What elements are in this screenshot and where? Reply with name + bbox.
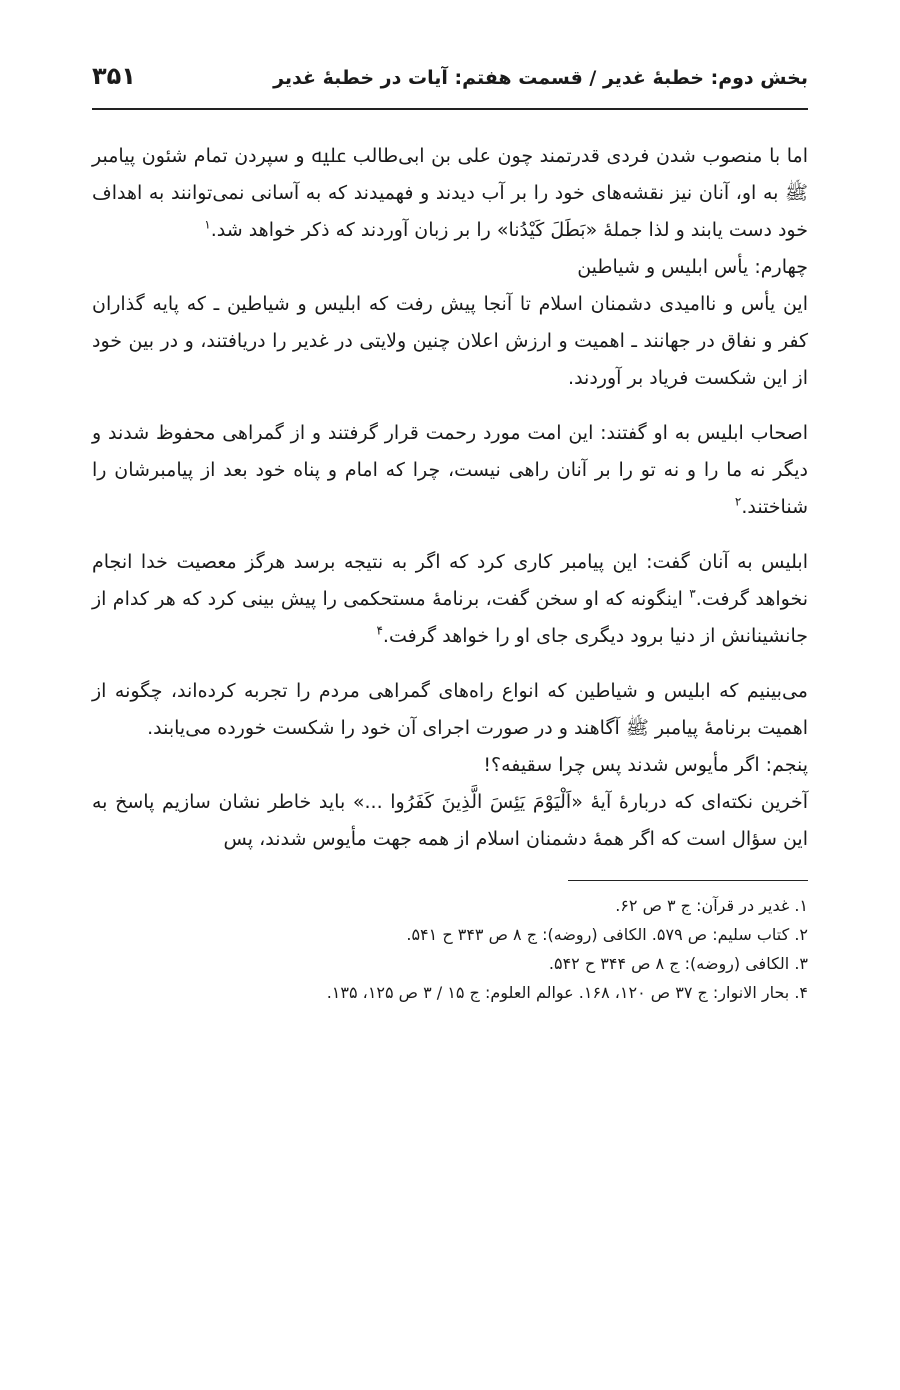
- footnote-4: ۴. بحار الانوار: ج ۳۷ ص ۱۲۰، ۱۶۸. عوالم العلوم: ج ۱۵ / ۳ ص ۱۲۵، ۱۳۵.: [326, 983, 808, 1002]
- running-title: بخش دوم: خطبهٔ غدیر / قسمت هفتم: آیات در خطبهٔ غدیر: [273, 67, 808, 89]
- footnote-ref-1: ۱: [204, 217, 211, 232]
- paragraph-5: می‌بینیم که ابلیس و شیاطین که انواع راه‌های گمراهی مردم را تجربه کرده‌اند، چگونه از اهمیت برنامهٔ پیامبر ﷺ آگاهند و در صورت اجرای آن خود را شکست خورده می‌یابند.: [92, 680, 808, 739]
- page-body: [92, 138, 808, 858]
- section-heading-4: چهارم: یأس ابلیس و شیاطین: [577, 256, 808, 278]
- paragraph-3: اصحاب ابلیس به او گفتند: این امت مورد رحمت قرار گرفتند و از گمراهی محفوظ شدند و دیگر نه ما را و نه تو را بر آنان راهی نیست، چرا که امام و پناه خود بعد از پیامبرشان را شناختند.$^۲$: [92, 422, 808, 518]
- footnote-ref-2: ۲: [734, 494, 742, 509]
- footnote-divider: [568, 880, 808, 881]
- paragraph-4: ابلیس به آنان گفت: این پیامبر کاری کرد که اگر به نتیجه برسد هرگز معصیت خدا انجام نخواهد گرفت.$^۳$ اینگونه که او سخن گفت، برنامهٔ مستحکمی را پیش بینی کرد که هر کدام از جانشینانش از دنیا برود دیگری جای او را خواهد گرفت.$^۴$: [92, 551, 808, 647]
- footnotes: [92, 891, 808, 1007]
- book-page: [92, 62, 808, 1007]
- paragraph-2: این یأس و ناامیدی دشمنان اسلام تا آنجا پیش رفت که ابلیس و شیاطین ـ که پایه گذاران کفر و نفاق در جهانند ـ اهمیت و ارزش اعلان چنین ولایتی در غدیر را دریافتند، و در بین خود از این شکست فریاد بر آوردند.: [92, 293, 808, 389]
- footnote-ref-4: ۴: [376, 623, 383, 638]
- section-heading-5: پنجم: اگر مأیوس شدند پس چرا سقیفه؟!: [483, 754, 808, 776]
- footnote-1: ۱. غدیر در قرآن: ج ۳ ص ۶۲.: [615, 896, 808, 915]
- paragraph-1: اما با منصوب شدن فردی قدرتمند چون علی بن ابی‌طالب ﷷ و سپردن تمام شئون پیامبر ﷺ به او، آنان نیز نقشه‌های خود را بر آب دیدند و فهمیدند که به آسانی نمی‌توانند به اهداف خود دست یابند و لذا جملهٔ «بَطَلَ کَیْدُنا» را بر زبان آوردند که ذکر خواهد شد.$^۱$: [92, 145, 808, 241]
- page-number: ۳۵۱: [92, 62, 136, 90]
- footnote-2: ۲. کتاب سلیم: ص ۵۷۹. الکافی (روضه): ج ۸ ص ۳۴۳ ح ۵۴۱.: [406, 925, 808, 944]
- footnote-3: ۳. الکافی (روضه): ج ۸ ص ۳۴۴ ح ۵۴۲.: [548, 954, 808, 973]
- paragraph-6: آخرین نکته‌ای که دربارهٔ آیهٔ «اَلْیَوْمَ یَئِسَ الَّذِینَ کَفَرُوا ...» باید خاطر نشان سازیم پاسخ به این سؤال است که اگر همهٔ دشمنان اسلام از همه جهت مأیوس شدند، پس: [92, 791, 808, 850]
- page-header: [92, 62, 808, 110]
- footnote-ref-3: ۳: [689, 586, 696, 601]
